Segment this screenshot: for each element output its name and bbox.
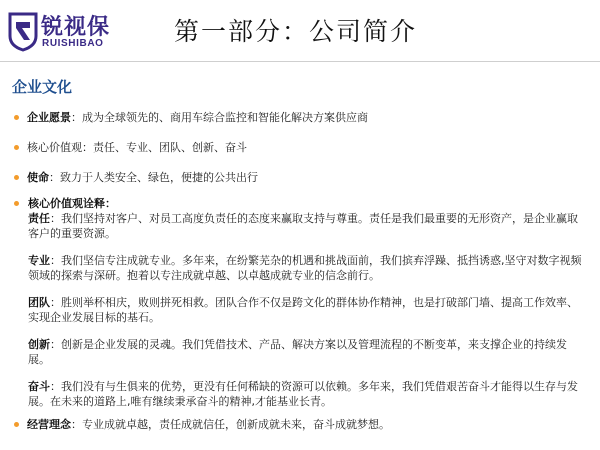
company-logo (8, 8, 148, 54)
logo-shield-icon (8, 10, 38, 52)
values-heading: 核心价值观诠释： (28, 197, 116, 210)
logo-text-cn: 锐视保 (41, 15, 111, 40)
value-text: ：胜则举杯相庆，败则拼死相救。团队合作不仅是跨文化的群体协作精神，也是打破部门墙、提高工作效率、实现企业发展目标的基石。 (28, 296, 578, 324)
value-text: ：我们坚信专注成就专业。多年来，在纷繁芜杂的机遇和挑战面前，我们摈弃浮躁、抵挡诱惑,坚守对数字视频领域的探索与深研。抱着以专注成就卓越、以卓越成就专业的信念前行。 (28, 254, 582, 282)
bullet-mission (14, 170, 258, 185)
values-interpretation (28, 196, 588, 421)
section-title: 企业文化 (12, 78, 73, 96)
bullet-label: 企业愿景 (27, 111, 71, 124)
value-text: ：我们没有与生俱来的优势，更没有任何稀缺的资源可以依赖。多年来，我们凭借艰苦奋斗才能得以生存与发展。在未来的道路上,唯有继续秉承奋斗的精神,才能基业长青。 (28, 380, 578, 408)
bullet-dot-icon (14, 145, 19, 150)
bullet-text: ：致力于人类安全、绿色，便捷的公共出行 (49, 171, 258, 184)
bullet-dot-icon (14, 201, 19, 206)
value-label: 创新 (28, 338, 50, 351)
value-label: 责任 (28, 212, 50, 225)
bullet-core-values (14, 140, 247, 155)
bullet-dot-icon (14, 115, 19, 120)
value-label: 奋斗 (28, 380, 50, 393)
bullet-text: ：专业成就卓越，责任成就信任，创新成就未来，奋斗成就梦想。 (71, 418, 390, 431)
bullet-dot-icon (14, 175, 19, 180)
value-item-innovation (28, 337, 588, 367)
slide-title: 第一部分：公司简介 (174, 17, 418, 46)
logo-text-en: RUISHIBAO (42, 38, 104, 49)
bullet-business-philosophy (14, 417, 390, 432)
value-item-professional (28, 253, 588, 283)
header-divider (0, 61, 600, 62)
value-label: 团队 (28, 296, 50, 309)
value-text: ：创新是企业发展的灵魂。我们凭借技术、产品、解决方案以及管理流程的不断变革，来支撑企业的持续发展。 (28, 338, 567, 366)
bullet-text: 核心价值观：责任、专业、团队、创新、奋斗 (27, 141, 247, 154)
bullet-label: 经营理念 (27, 418, 71, 431)
value-text: ：我们坚持对客户、对员工高度负责任的态度来赢取支持与尊重。责任是我们最重要的无形资产，是企业赢取客户的重要资源。 (28, 212, 578, 240)
bullet-label: 使命 (27, 171, 49, 184)
bullet-dot-icon (14, 422, 19, 427)
bullet-text: ：成为全球领先的、商用车综合监控和智能化解决方案供应商 (71, 111, 368, 124)
value-item-team (28, 295, 588, 325)
bullet-vision (14, 110, 368, 125)
value-item-striving (28, 379, 588, 409)
value-item-responsibility (28, 211, 588, 241)
value-label: 专业 (28, 254, 50, 267)
